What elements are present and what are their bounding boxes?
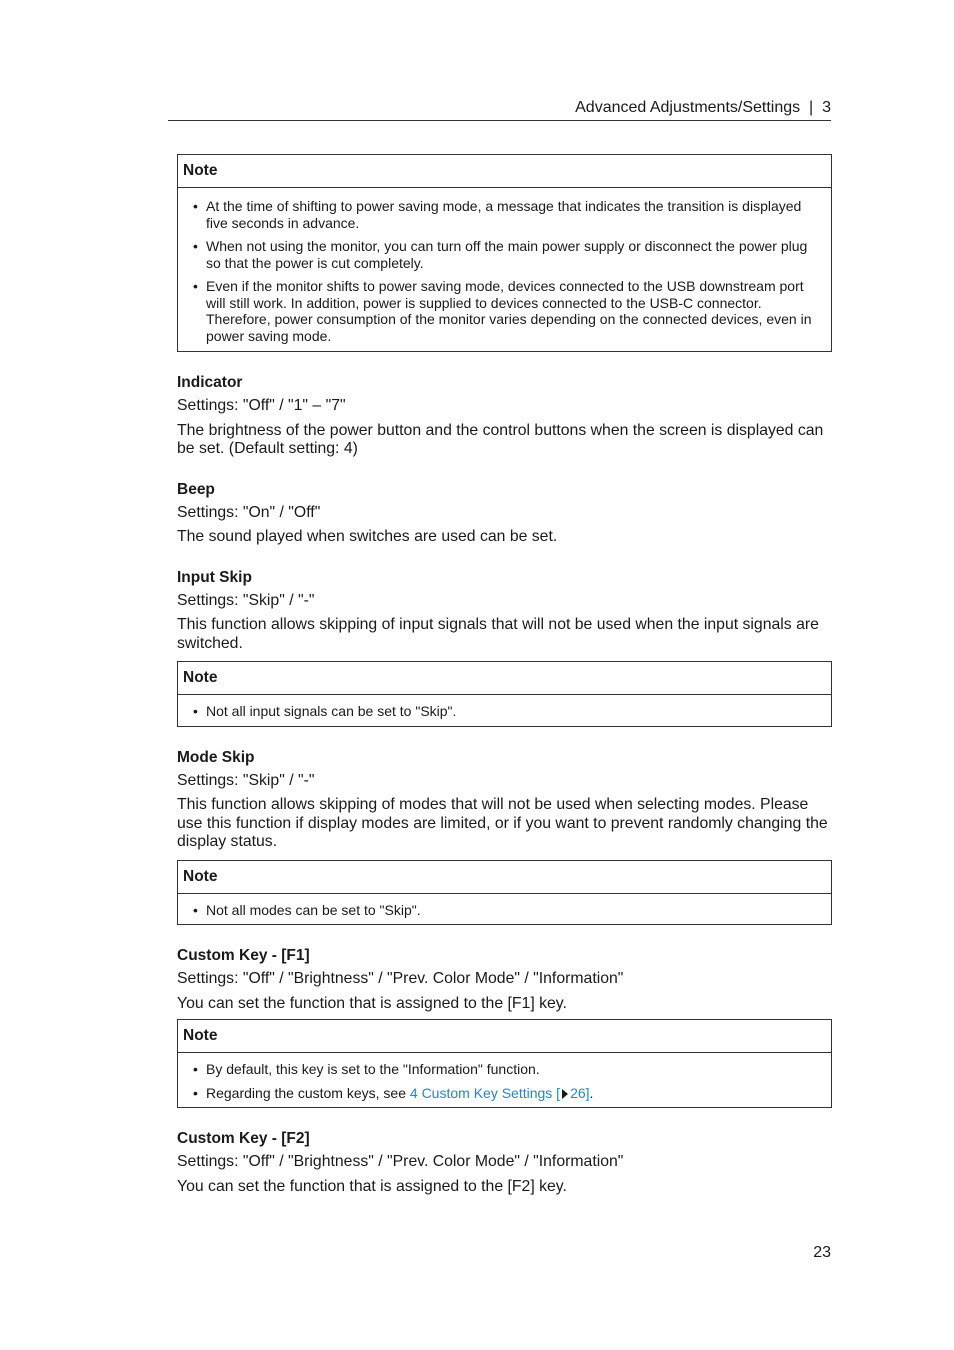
settings-indicator: Settings: "Off" / "1" – "7" xyxy=(177,397,346,414)
note-heading: Note xyxy=(178,1020,831,1053)
custom-key-settings-link[interactable] xyxy=(410,1085,590,1101)
note-item: • Not all modes can be set to "Skip". xyxy=(183,902,823,919)
note-heading: Note xyxy=(178,861,831,894)
section-title-custom-key-f2: Custom Key - [F2] xyxy=(177,1130,310,1147)
section-title-indicator: Indicator xyxy=(177,374,243,391)
section-title-custom-key-f1: Custom Key - [F1] xyxy=(177,947,310,964)
page-header xyxy=(168,98,831,121)
desc-indicator: The brightness of the power button and the control buttons when the screen is displayed can be set. (Default setting: 4) xyxy=(177,421,824,457)
note-item: • At the time of shifting to power saving mode, a message that indicates the transition is displayed five seconds in advance. xyxy=(183,198,823,231)
note-item: • When not using the monitor, you can turn off the main power supply or disconnect the power plug so that the power is cut completely. xyxy=(183,238,823,271)
note-box-power-saving xyxy=(177,154,832,352)
note-box-mode-skip xyxy=(177,860,832,926)
note-box-input-skip xyxy=(177,661,832,727)
note-link-suffix: . xyxy=(589,1084,594,1101)
note-item: • Not all input signals can be set to "Skip". xyxy=(183,703,823,720)
page-number: 23 xyxy=(813,1244,831,1261)
page-arrow-icon xyxy=(562,1089,568,1099)
section-title-beep: Beep xyxy=(177,480,215,498)
header-separator: | xyxy=(809,99,814,116)
settings-mode-skip: Settings: "Skip" / "-" xyxy=(177,771,315,789)
note-link-prefix: Regarding the custom keys, see xyxy=(206,1084,410,1101)
link-text: 4 Custom Key Settings [ xyxy=(409,1084,561,1101)
note-item-link xyxy=(183,1085,823,1102)
header-title: Advanced Adjustments/Settings xyxy=(575,99,801,116)
desc-custom-key-f1: You can set the function that is assigned to the [F1] key. xyxy=(177,994,567,1012)
header-chapter: 3 xyxy=(822,99,831,116)
link-page: 26] xyxy=(570,1084,590,1101)
settings-beep: Settings: "On" / "Off" xyxy=(177,503,321,521)
note-item: • By default, this key is set to the "Information" function. xyxy=(183,1061,823,1078)
note-heading: Note xyxy=(178,155,831,188)
settings-custom-key-f2: Settings: "Off" / "Brightness" / "Prev. Color Mode" / "Information" xyxy=(177,1153,624,1170)
desc-mode-skip: This function allows skipping of modes that will not be used when selecting modes. Please use this function if display modes are limited, or if you want to prevent randomly changing the display status. xyxy=(177,796,828,850)
section-title-input-skip: Input Skip xyxy=(177,568,252,586)
desc-input-skip: This function allows skipping of input signals that will not be used when the input signals are switched. xyxy=(177,616,819,652)
note-item: • Even if the monitor shifts to power saving mode, devices connected to the USB downstream port will still work. In addition, power is supplied to devices connected to the USB-C connector. Therefore, power consumption of the monitor varies depending on the connected devices, even in power saving mode. xyxy=(183,278,823,344)
desc-beep: The sound played when switches are used can be set. xyxy=(177,528,558,545)
desc-custom-key-f2: You can set the function that is assigned to the [F2] key. xyxy=(177,1177,567,1195)
section-title-mode-skip: Mode Skip xyxy=(177,748,255,766)
settings-custom-key-f1: Settings: "Off" / "Brightness" / "Prev. Color Mode" / "Information" xyxy=(177,970,624,987)
settings-input-skip: Settings: "Skip" / "-" xyxy=(177,591,315,609)
note-box-custom-key xyxy=(177,1019,832,1108)
note-heading: Note xyxy=(178,662,831,695)
page-content xyxy=(177,154,832,1202)
